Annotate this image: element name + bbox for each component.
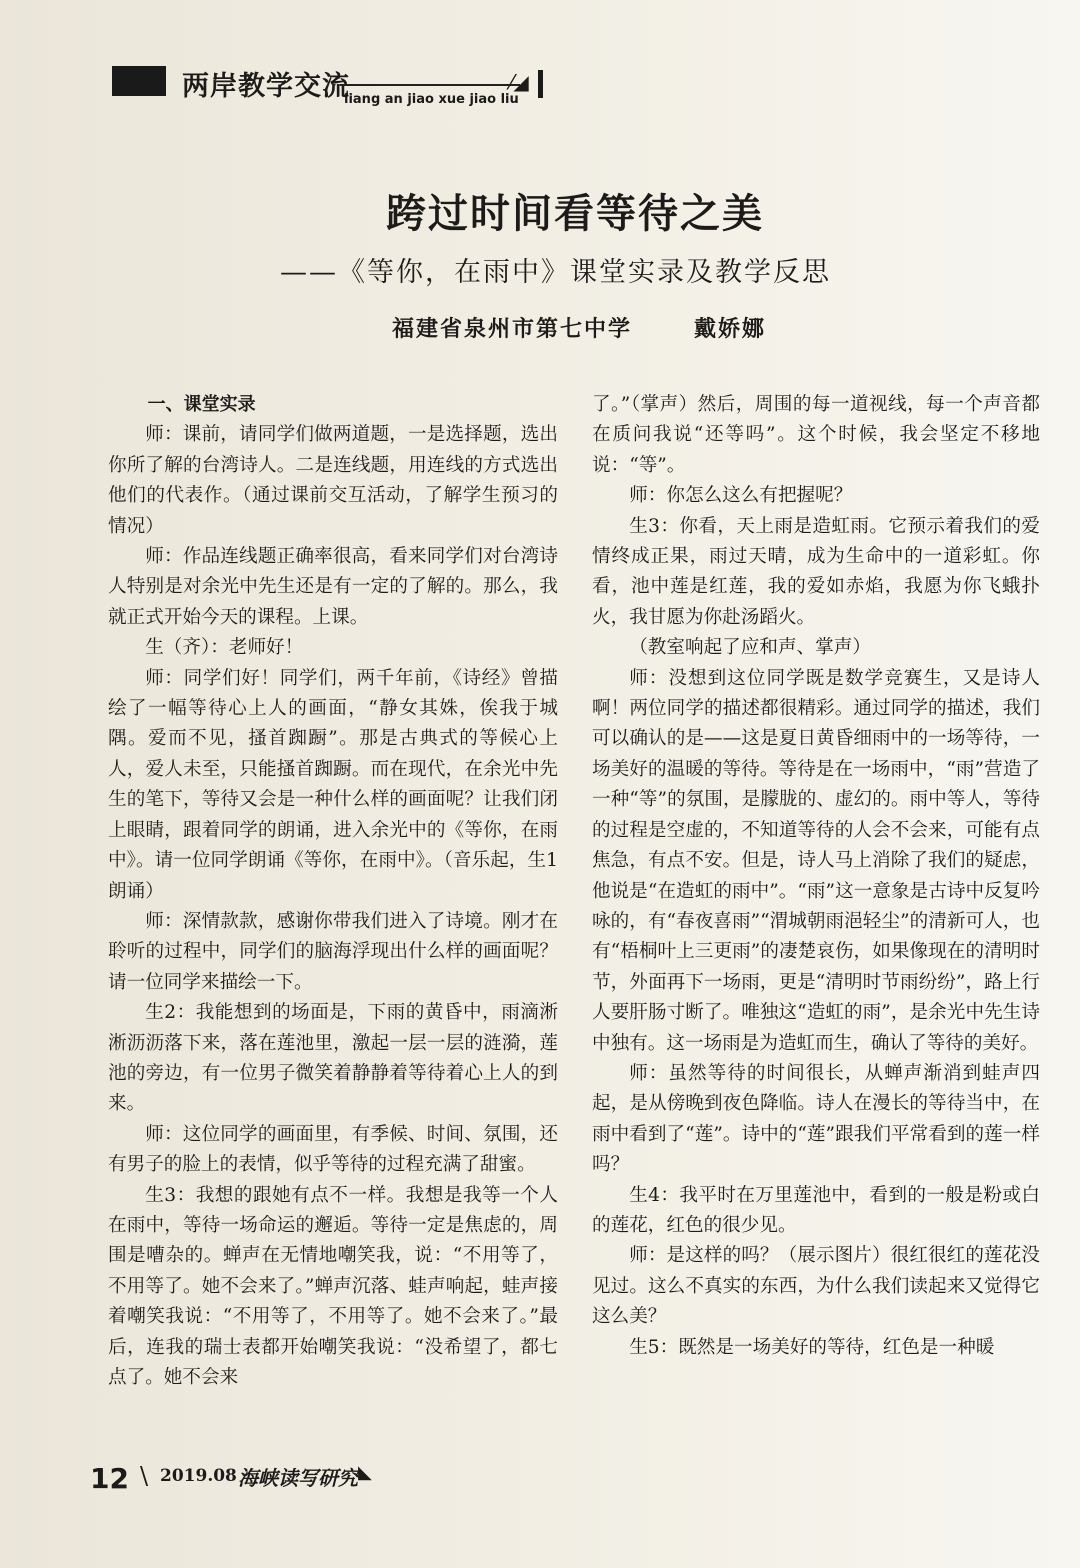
paragraph: 师：没想到这位同学既是数学竞赛生，又是诗人啊！两位同学的描述都很精彩。通过同学的描述，我们可以确认的是——这是夏日黄昏细雨中的一场等待，一场美好的温暖的等待。等待是在一场雨中，“雨”营造了一种“等”的氛围，是朦胧的、虚幻的。雨中等人，等待的过程是空虚的，不知道等待的人会不会来，可能有点焦急，有点不安。但是，诗人马上消除了我们的疑虑，他说是“在造虹的雨中”。“雨”这一意象是古诗中反复吟咏的，有“春夜喜雨”“渭城朝雨浥轻尘”的清新可人，也有“梧桐叶上三更雨”的凄楚哀伤，如果像现在的清明时节，外面再下一场雨，更是“清明时节雨纷纷”，路上行人要肝肠寸断了。唯独这“造虹的雨”，是余光中先生诗中独有。这一场雨是为造虹而生，确认了等待的美好。 <box>592 667 1040 1054</box>
right-column <box>592 390 1040 1363</box>
paragraph: 生3：你看，天上雨是造虹雨。它预示着我们的爱情终成正果，雨过天晴，成为生命中的一道彩虹。你看，池中莲是红莲，我的爱如赤焰，我愿为你飞蛾扑火，我甘愿为你赴汤蹈火。 <box>592 515 1040 628</box>
header-vertical-bar <box>538 70 543 98</box>
article-title: 跨过时间看等待之美 <box>386 190 764 237</box>
paragraph: 生3：我想的跟她有点不一样。我想是我等一个人在雨中，等待一场命运的邂逅。等待一定是焦虑的，周围是嘈杂的。蝉声在无情地嘲笑我，说：“不用等了，不用等了。她不会来了。”蝉声沉落、蛙声响起，蛙声接着嘲笑我说：“不用等了，不用等了。她不会来了。”最后，连我的瑞士表都开始嘲笑我说：“没希望了，都七点了。她不会来 <box>108 1184 558 1388</box>
footer-slash-icon: \ <box>140 1462 149 1490</box>
author-name: 戴娇娜 <box>694 316 767 342</box>
paragraph: 师：这位同学的画面里，有季候、时间、氛围，还有男子的脸上的表情，似乎等待的过程充满了甜蜜。 <box>108 1123 558 1176</box>
paragraph: 生5：既然是一场美好的等待，红色是一种暖 <box>629 1336 995 1358</box>
section-pinyin: liang an jiao xue jiao liu <box>344 92 519 107</box>
issue-date: 2019.08 <box>160 1466 237 1486</box>
paragraph: （教室响起了应和声、掌声） <box>629 637 871 659</box>
paragraph: 师：深情款款，感谢你带我们进入了诗境。刚才在聆听的过程中，同学们的脑海浮现出什么样的画面呢？请一位同学来描绘一下。 <box>108 910 558 993</box>
page-number: 12 <box>90 1462 129 1495</box>
header-black-block <box>112 66 166 96</box>
paragraph: 师：作品连线题正确率很高，看来同学们对台湾诗人特别是对余光中先生还是有一定的了解的。那么，我就正式开始今天的课程。上课。 <box>108 546 558 628</box>
left-column <box>108 390 558 1393</box>
paragraph: 生2：我能想到的场面是，下雨的黄昏中，雨滴淅淅沥沥落下来，落在莲池里，激起一层一层的涟漪，莲池的旁边，有一位男子微笑着静静着等待着心上人的到来。 <box>108 1002 558 1115</box>
paragraph: 师：是这样的吗？（展示图片）很红很红的莲花没见过。这么不真实的东西，为什么我们读起来又觉得它这么美？ <box>592 1245 1040 1328</box>
section-heading: 一、课堂实录 <box>147 394 256 415</box>
section-title: 两岸教学交流 <box>182 71 350 102</box>
paragraph: 了。”（掌声）然后，周围的每一道视线，每一个声音都在质问我说“还等吗”。这个时候，我会坚定不移地说：“等”。 <box>592 394 1040 476</box>
magazine-name: 海峡读写研究 <box>238 1466 358 1490</box>
paragraph: 师：你怎么这么有把握呢？ <box>629 485 853 507</box>
footer-triangle-icon: ◣ <box>358 1462 372 1483</box>
paragraph: 师：虽然等待的时间很长，从蝉声渐消到蛙声四起，是从傍晚到夜色降临。诗人在漫长的等待当中，在雨中看到了“莲”。诗中的“莲”跟我们平常看到的莲一样吗？ <box>592 1062 1040 1176</box>
header-slash-icon: ⁄◢ <box>510 70 529 94</box>
paragraph: 生（齐）：老师好！ <box>145 637 304 659</box>
author-affiliation: 福建省泉州市第七中学 <box>392 316 633 342</box>
paragraph: 师：同学们好！同学们，两千年前，《诗经》曾描绘了一幅等待心上人的画面，“静女其姝，俟我于城隅。爱而不见，搔首踟蹰”。那是古典式的等候心上人，爱人未至，只能搔首踟蹰。而在现代，在余光中先生的笔下，等待又会是一种什么样的画面呢？让我们闭上眼睛，跟着同学的朗诵，进入余光中的《等你，在雨中》。请一位同学朗诵《等你，在雨中》。（音乐起，生1朗诵） <box>108 667 558 902</box>
header-rule <box>340 84 520 86</box>
paragraph: 师：课前，请同学们做两道题，一是选择题，选出你所了解的台湾诗人。二是连线题，用连线的方式选出他们的代表作。（通过课前交互活动，了解学生预习的情况） <box>108 424 558 537</box>
article-subtitle: ——《等你，在雨中》课堂实录及教学反思 <box>280 257 831 288</box>
paragraph: 生4：我平时在万里莲池中，看到的一般是粉或白的莲花，红色的很少见。 <box>592 1184 1040 1236</box>
